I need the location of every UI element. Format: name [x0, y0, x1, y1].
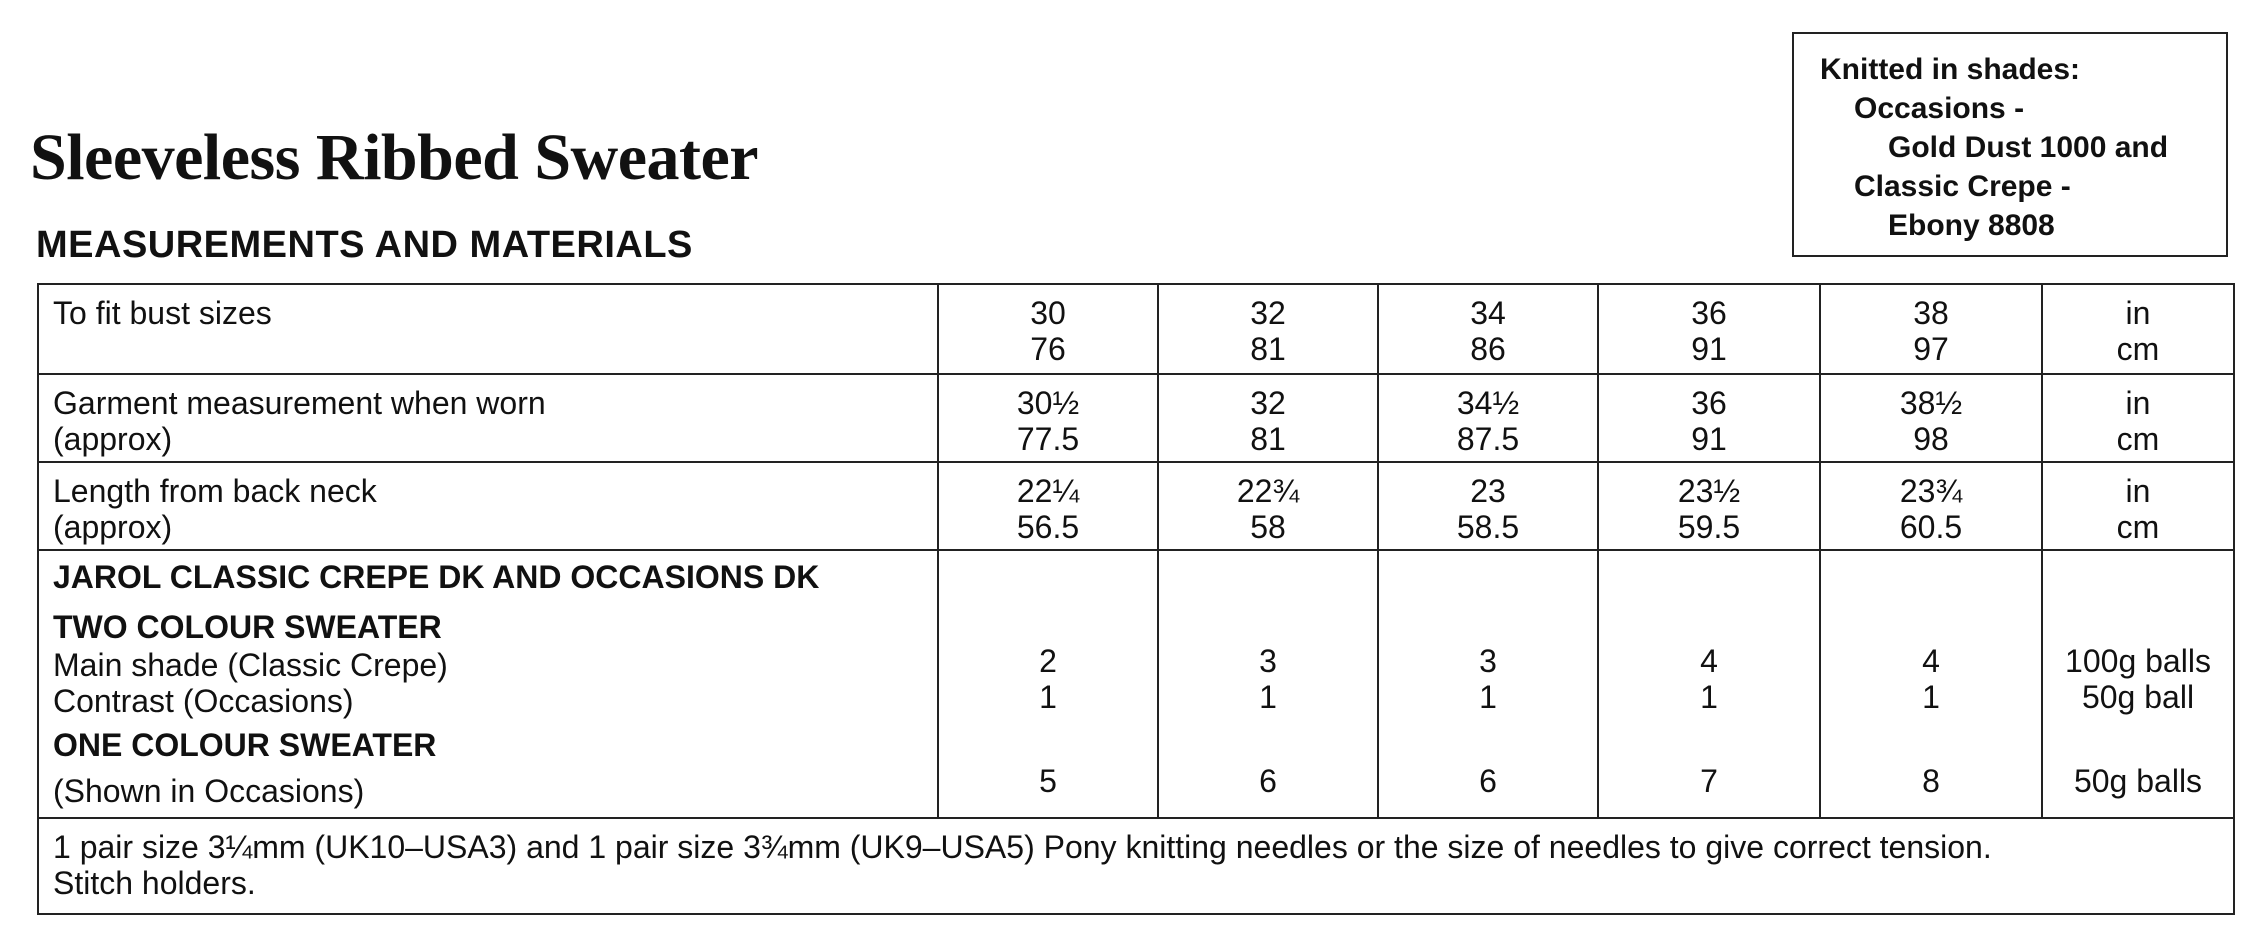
size-cell: 36 91 — [1598, 284, 1820, 374]
yarn-size-cell: 4 1 8 — [1820, 550, 2042, 818]
size-cell: 38 97 — [1820, 284, 2042, 374]
table-row — [38, 462, 2234, 550]
size-cell: 32 81 — [1158, 284, 1378, 374]
size-cell: 30½ 77.5 — [938, 374, 1158, 462]
yarn-size-cell: 4 1 7 — [1598, 550, 1820, 818]
size-cell: 34 86 — [1378, 284, 1598, 374]
size-cell: 22¾ 58 — [1158, 462, 1378, 550]
needles-note: 1 pair size 3¼mm (UK10–USA3) and 1 pair size 3¾mm (UK9–USA5) Pony knitting needles or the size of needles to give correct tension. Stitch holders. — [38, 818, 2234, 914]
table-row — [38, 374, 2234, 462]
size-cell: 38½ 98 — [1820, 374, 2042, 462]
shades-line: Classic Crepe - — [1854, 170, 2071, 203]
yarn-size-cell: 3 1 6 — [1378, 550, 1598, 818]
size-cell: 23¾ 60.5 — [1820, 462, 2042, 550]
size-cell: 22¼ 56.5 — [938, 462, 1158, 550]
size-cell: 36 91 — [1598, 374, 1820, 462]
size-cell: 32 81 — [1158, 374, 1378, 462]
one-colour-heading: ONE COLOUR SWEATER — [53, 727, 437, 763]
shades-line: Gold Dust 1000 and — [1888, 131, 2169, 164]
size-cell: 34½ 87.5 — [1378, 374, 1598, 462]
unit-cell: in cm — [2042, 462, 2234, 550]
measurements-table — [37, 283, 2235, 915]
unit-cell: in cm — [2042, 374, 2234, 462]
shades-note-box — [1792, 32, 2228, 257]
unit-cell: in cm — [2042, 284, 2234, 374]
size-cell: 23 58.5 — [1378, 462, 1598, 550]
main-shade-label: Main shade (Classic Crepe) — [53, 647, 448, 683]
shades-line: Knitted in shades: — [1820, 53, 2081, 86]
row-label: To fit bust sizes — [38, 284, 938, 374]
row-label: Garment measurement when worn (approx) — [38, 374, 938, 462]
two-colour-heading: TWO COLOUR SWEATER — [53, 609, 442, 645]
yarn-label-cell — [38, 550, 938, 818]
shown-in-label: (Shown in Occasions) — [53, 773, 365, 809]
section-heading: MEASUREMENTS AND MATERIALS — [36, 224, 693, 266]
yarn-heading: JAROL CLASSIC CREPE DK AND OCCASIONS DK — [53, 559, 820, 595]
yarn-unit-cell: 100g balls 50g ball 50g balls — [2042, 550, 2234, 818]
table-footer-row — [38, 818, 2234, 914]
table-row — [38, 284, 2234, 374]
page-title: Sleeveless Ribbed Sweater — [30, 121, 759, 194]
yarn-size-cell: 3 1 6 — [1158, 550, 1378, 818]
row-label: Length from back neck (approx) — [38, 462, 938, 550]
size-cell: 30 76 — [938, 284, 1158, 374]
shades-line: Ebony 8808 — [1888, 209, 2055, 242]
contrast-label: Contrast (Occasions) — [53, 683, 354, 719]
yarn-size-cell: 2 1 5 — [938, 550, 1158, 818]
size-cell: 23½ 59.5 — [1598, 462, 1820, 550]
table-row-yarn — [38, 550, 2234, 818]
shades-line: Occasions - — [1854, 92, 2025, 125]
